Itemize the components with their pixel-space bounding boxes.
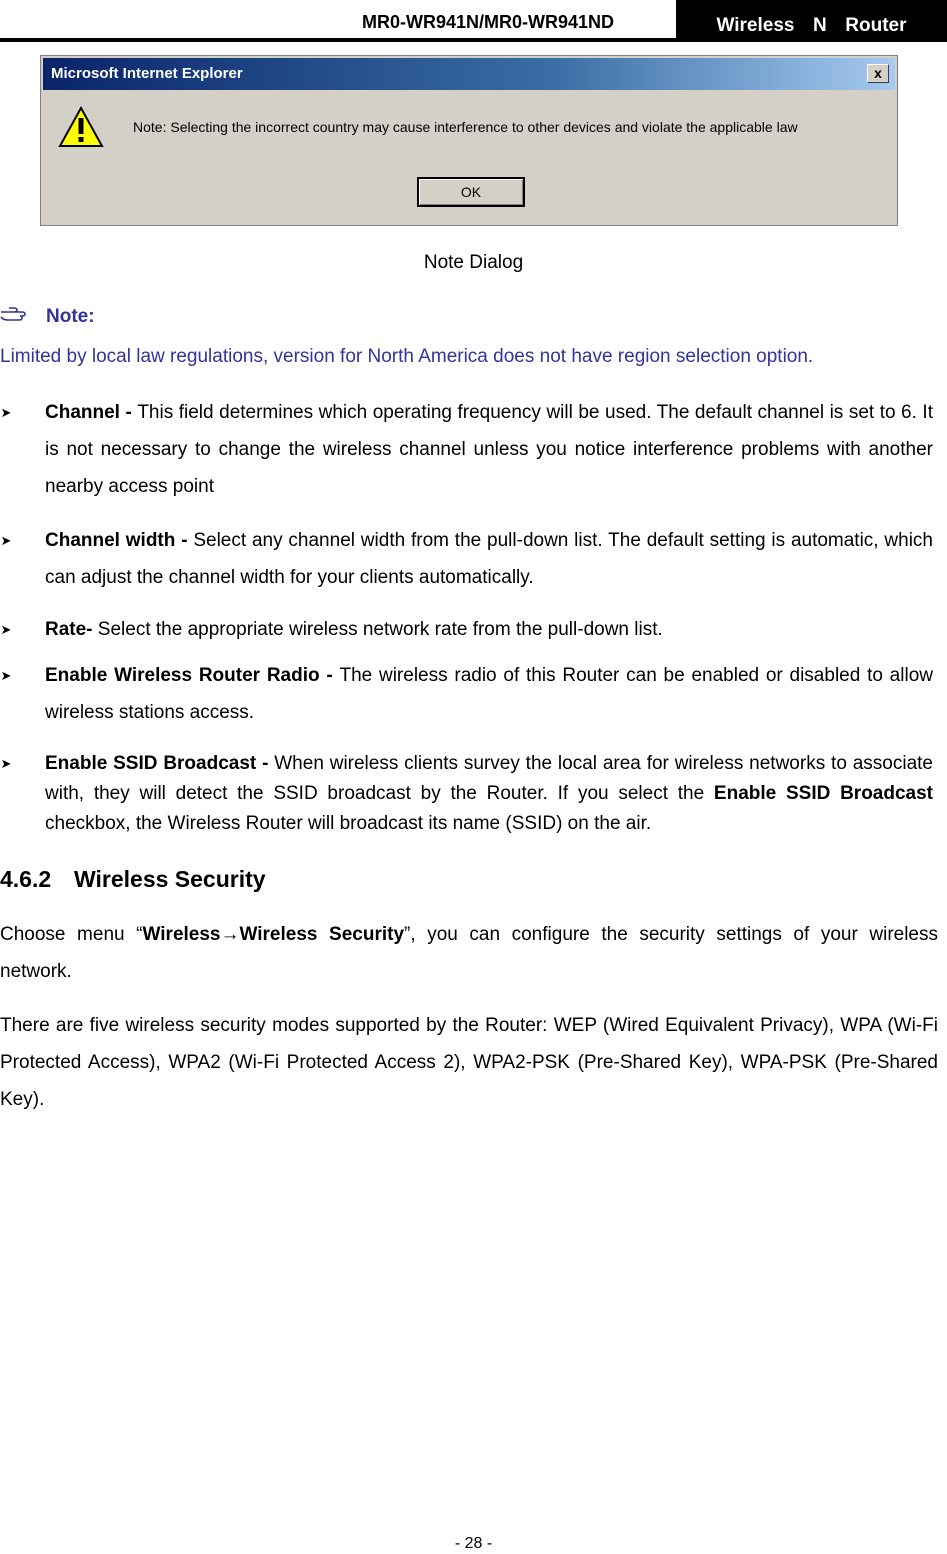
note-dialog-screenshot	[40, 55, 898, 226]
menu-path: Wireless→Wireless Security	[142, 924, 405, 945]
bullet-text: When wireless clients survey the local area for wireless networks to associate with, they will detect the SSID broadcast by the Router. If you select the	[45, 753, 933, 804]
paragraph-security-modes: There are five wireless security modes supported by the Router: WEP (Wired Equivalent Privacy), WPA (Wi-Fi Protected Access), WPA2 (Wi-Fi Protected Access 2), WPA2-PSK (Pre-Shared Key), WPA-PSK (Pre-Shared Key).	[0, 1015, 938, 1110]
bullet-text-continued: checkbox, the Wireless Router will broadcast its name (SSID) on the air.	[45, 813, 652, 834]
paragraph-text: Choose menu “	[0, 924, 143, 945]
document-model-header: MR0-WR941N/MR0-WR941ND	[362, 12, 615, 32]
bullet-text: Select the appropriate wireless network rate from the pull-down list.	[97, 619, 663, 640]
bullet-radio	[0, 657, 933, 731]
figure-caption: Note Dialog	[423, 252, 524, 273]
bullet-text: Select any channel width from the pull-down list. The default setting is automatic, which can adjust the channel width for your clients automatically.	[45, 530, 933, 588]
ok-button[interactable]: OK	[417, 177, 525, 207]
bullet-arrow-icon: ➤	[0, 405, 12, 420]
bullet-rate	[0, 611, 933, 648]
page-number: - 28 -	[454, 1535, 493, 1552]
paragraph-menu	[0, 916, 938, 990]
close-icon[interactable]: x	[867, 64, 889, 83]
bullet-term: Rate-	[45, 619, 98, 640]
bullet-arrow-icon: ➤	[0, 756, 12, 771]
note-text: Limited by local law regulations, version for North America does not have region selection option.	[0, 346, 814, 367]
bullet-channel	[0, 394, 933, 505]
product-name-tab: Wireless N Router	[676, 0, 947, 42]
paragraph-text: ”, you can configure the security settings of your wireless network.	[0, 924, 938, 982]
pointing-hand-icon	[0, 306, 26, 322]
bullet-channel-width	[0, 522, 933, 596]
bullet-term: Channel width -	[45, 530, 194, 551]
bullet-text: The wireless radio of this Router can be enabled or disabled to allow wireless stations access.	[45, 665, 933, 723]
warning-triangle-icon	[58, 106, 104, 148]
note-label: Note:	[46, 306, 95, 327]
bullet-term: Channel -	[45, 402, 138, 423]
dialog-title: Microsoft Internet Explorer	[51, 65, 243, 82]
bullet-ssid-broadcast	[0, 749, 933, 839]
bullet-arrow-icon: ➤	[0, 533, 12, 548]
bullet-term: Enable Wireless Router Radio -	[45, 665, 340, 686]
bullet-term: Enable SSID Broadcast -	[45, 753, 275, 774]
bullet-text: This field determines which operating frequency will be used. The default channel is set to 6. It is not necessary to change the wireless channel unless you notice interference problems with another nearby access point	[45, 402, 933, 497]
section-title: Wireless Security	[74, 866, 266, 892]
note-heading	[0, 306, 95, 328]
dialog-message: Note: Selecting the incorrect country may cause interference to other devices and violate the applicable law	[133, 119, 798, 135]
bullet-term-inline: Enable SSID Broadcast	[713, 783, 934, 804]
bullet-arrow-icon: ➤	[0, 622, 12, 637]
section-heading	[0, 866, 266, 893]
dialog-titlebar	[43, 58, 895, 90]
header-rule	[0, 38, 947, 42]
bullet-arrow-icon: ➤	[0, 668, 12, 683]
section-number: 4.6.2	[0, 866, 52, 892]
